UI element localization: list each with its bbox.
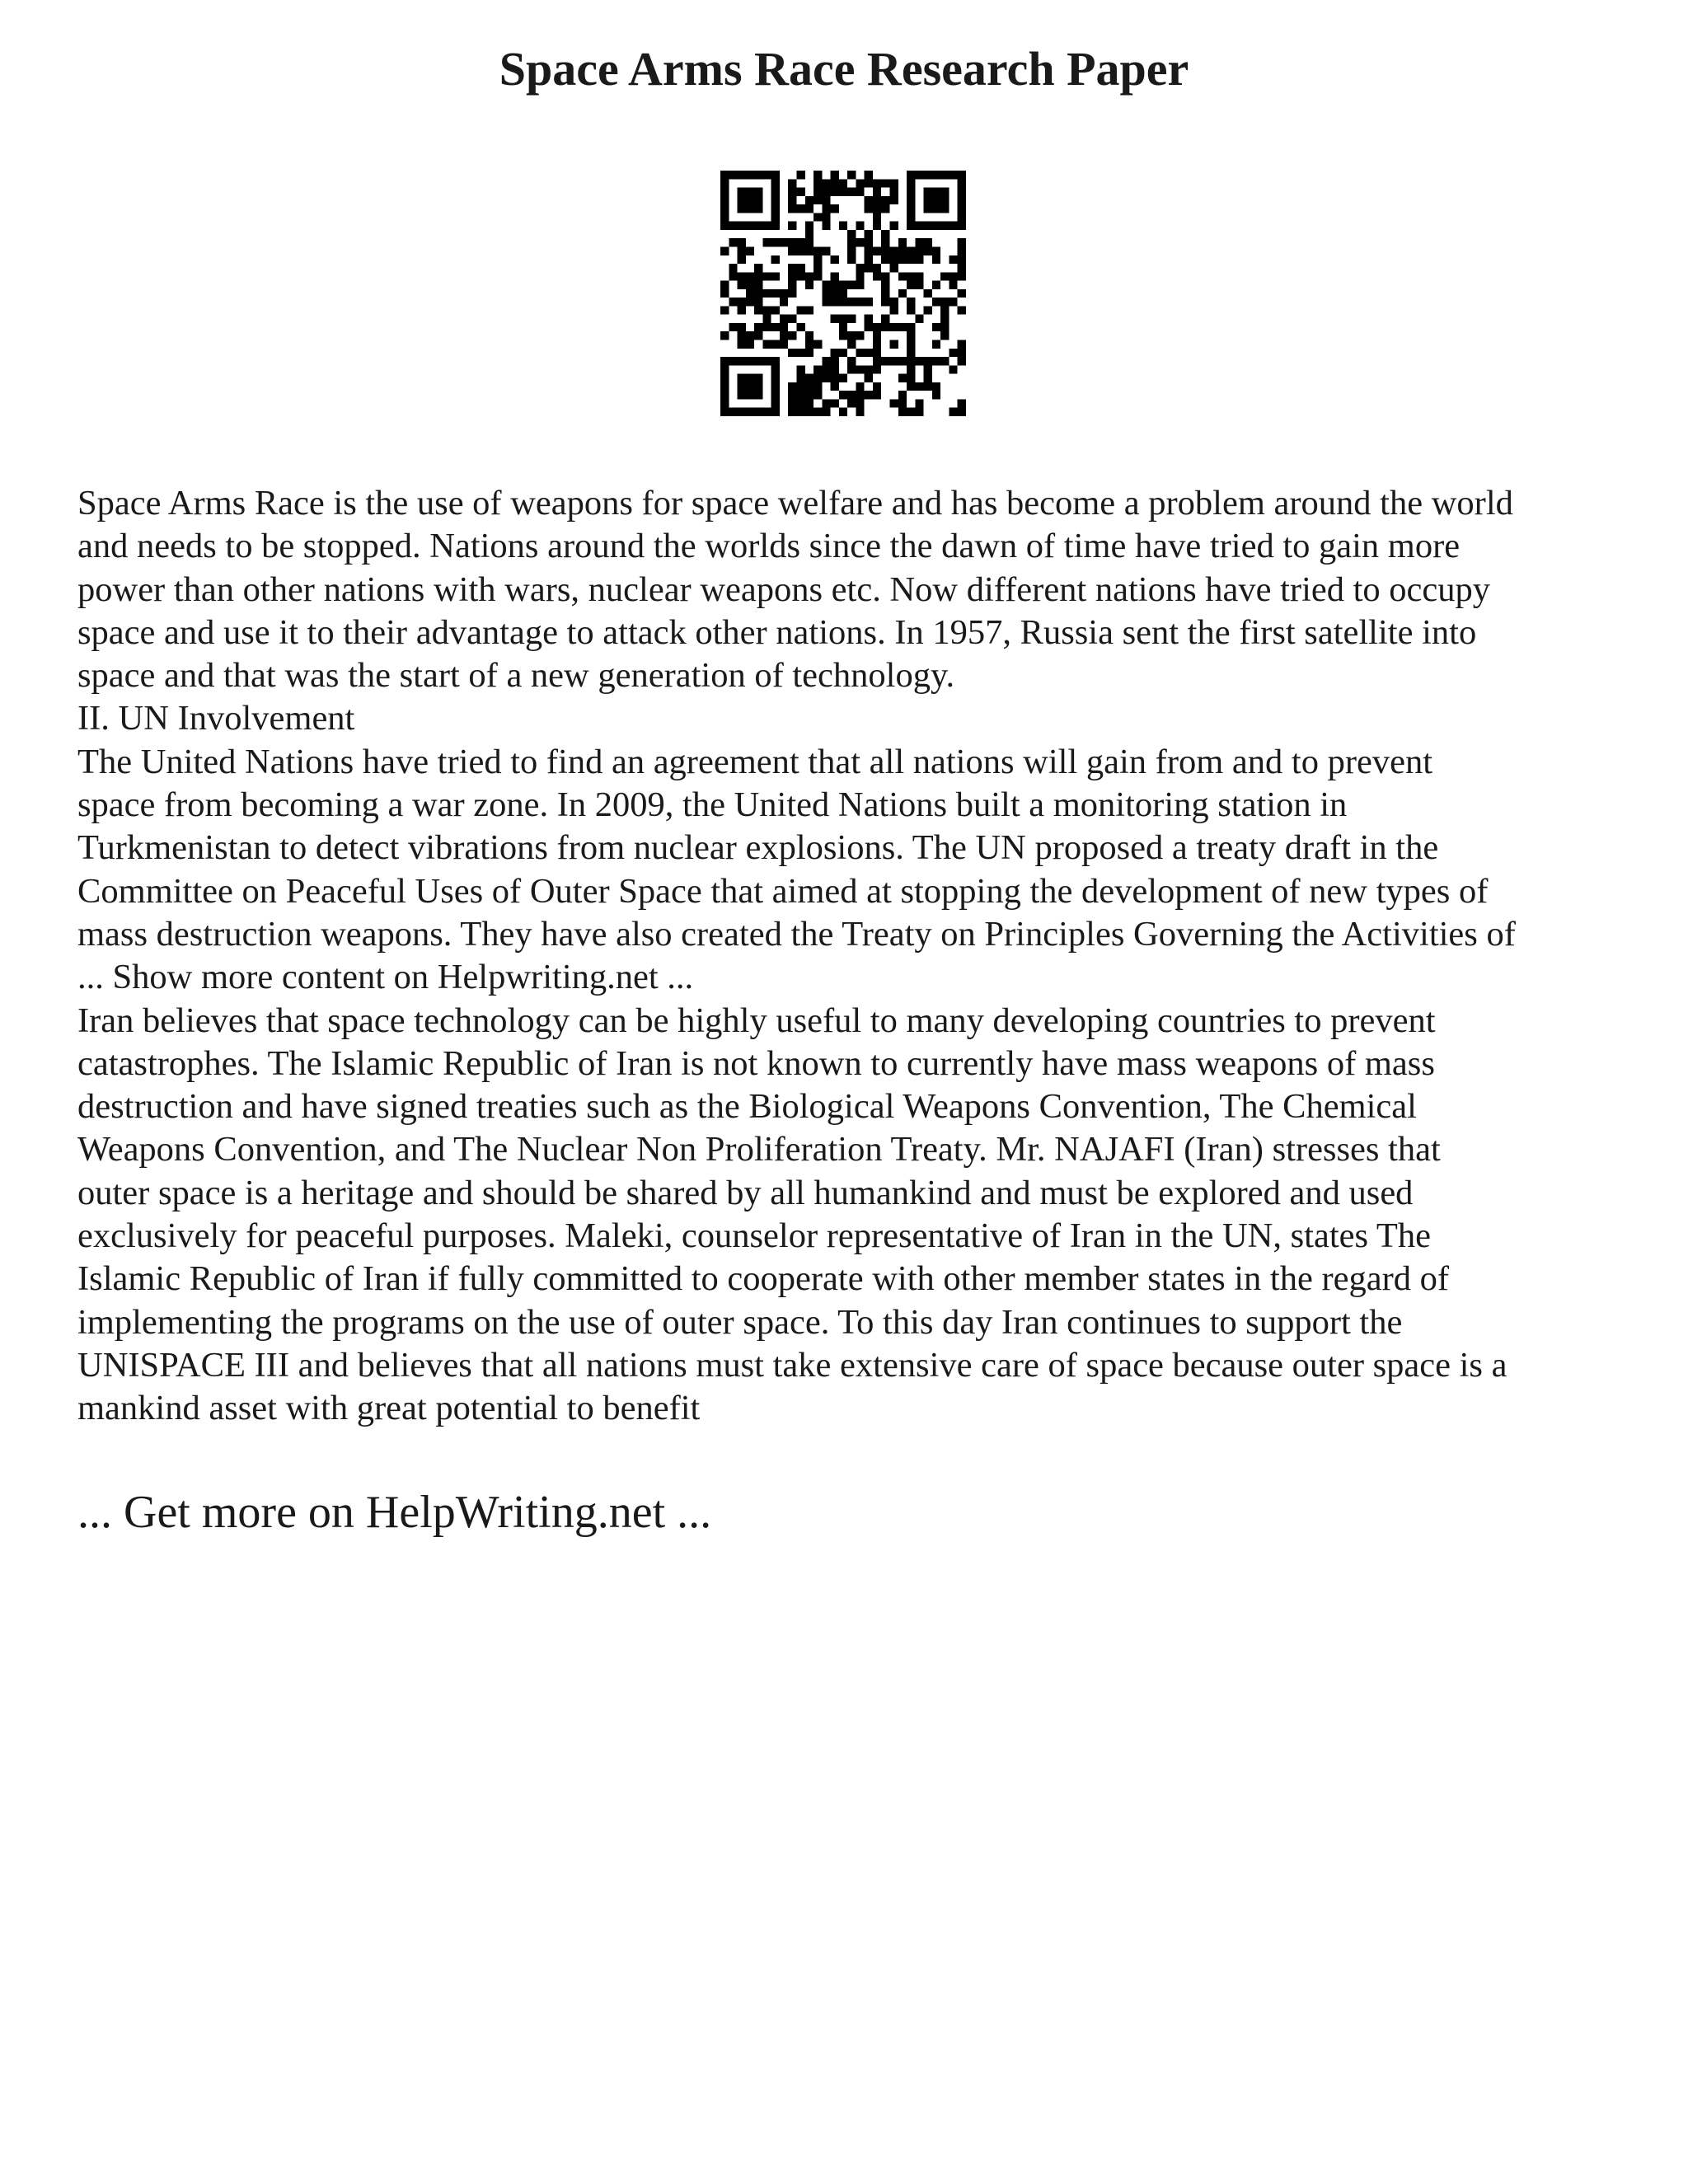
text-line: implementing the programs on the use of outer space. To this day Iran continues to support the: [77, 1302, 1403, 1342]
text-line: The United Nations have tried to find an agreement that all nations will gain from and to prevent: [77, 742, 1433, 781]
get-more-link[interactable]: ... Get more on HelpWriting.net ...: [77, 1487, 712, 1538]
text-line: space and use it to their advantage to attack other nations. In 1957, Russia sent the first satellite into: [77, 612, 1477, 652]
text-line: UNISPACE III and believes that all nations must take extensive care of space because outer space is a: [77, 1345, 1507, 1385]
section-heading: II. UN Involvement: [77, 699, 355, 738]
text-line: mass destruction weapons. They have also created the Treaty on Principles Governing the Activities of: [77, 914, 1516, 954]
text-line: Weapons Convention, and The Nuclear Non Proliferation Treaty. Mr. NAJAFI (Iran) stresses that: [77, 1130, 1441, 1169]
text-line: mankind asset with great potential to benefit: [77, 1389, 701, 1428]
qr-code-icon[interactable]: [720, 171, 966, 416]
text-line: space from becoming a war zone. In 2009, the United Nations built a monitoring station in: [77, 785, 1348, 825]
text-line: space and that was the start of a new generation of technology.: [77, 656, 955, 696]
text-line: power than other nations with wars, nuclear weapons etc. Now different nations have tried to occupy: [77, 569, 1491, 609]
show-more-link[interactable]: ... Show more content on Helpwriting.net ...: [77, 958, 694, 997]
body-text: [77, 482, 1627, 1431]
text-line: Islamic Republic of Iran if fully committed to cooperate with other member states in the regard of: [77, 1259, 1450, 1299]
text-line: Space Arms Race is the use of weapons for space welfare and has become a problem around the world: [77, 484, 1513, 523]
text-line: Turkmenistan to detect vibrations from nuclear explosions. The UN proposed a treaty draft in the: [77, 828, 1439, 868]
text-line: catastrophes. The Islamic Republic of Iran is not known to currently have mass weapons of mass: [77, 1043, 1435, 1083]
text-line: outer space is a heritage and should be shared by all humankind and must be explored and used: [77, 1173, 1414, 1212]
text-line: and needs to be stopped. Nations around the worlds since the dawn of time have tried to gain more: [77, 527, 1461, 566]
page-title: Space Arms Race Research Paper: [499, 42, 1189, 96]
text-line: destruction and have signed treaties such as the Biological Weapons Convention, The Chemical: [77, 1087, 1417, 1127]
text-line: Iran believes that space technology can be highly useful to many developing countries to prevent: [77, 1001, 1436, 1040]
text-line: Committee on Peaceful Uses of Outer Space that aimed at stopping the development of new types of: [77, 871, 1489, 911]
text-line: exclusively for peaceful purposes. Maleki, counselor representative of Iran in the UN, states The: [77, 1216, 1431, 1256]
